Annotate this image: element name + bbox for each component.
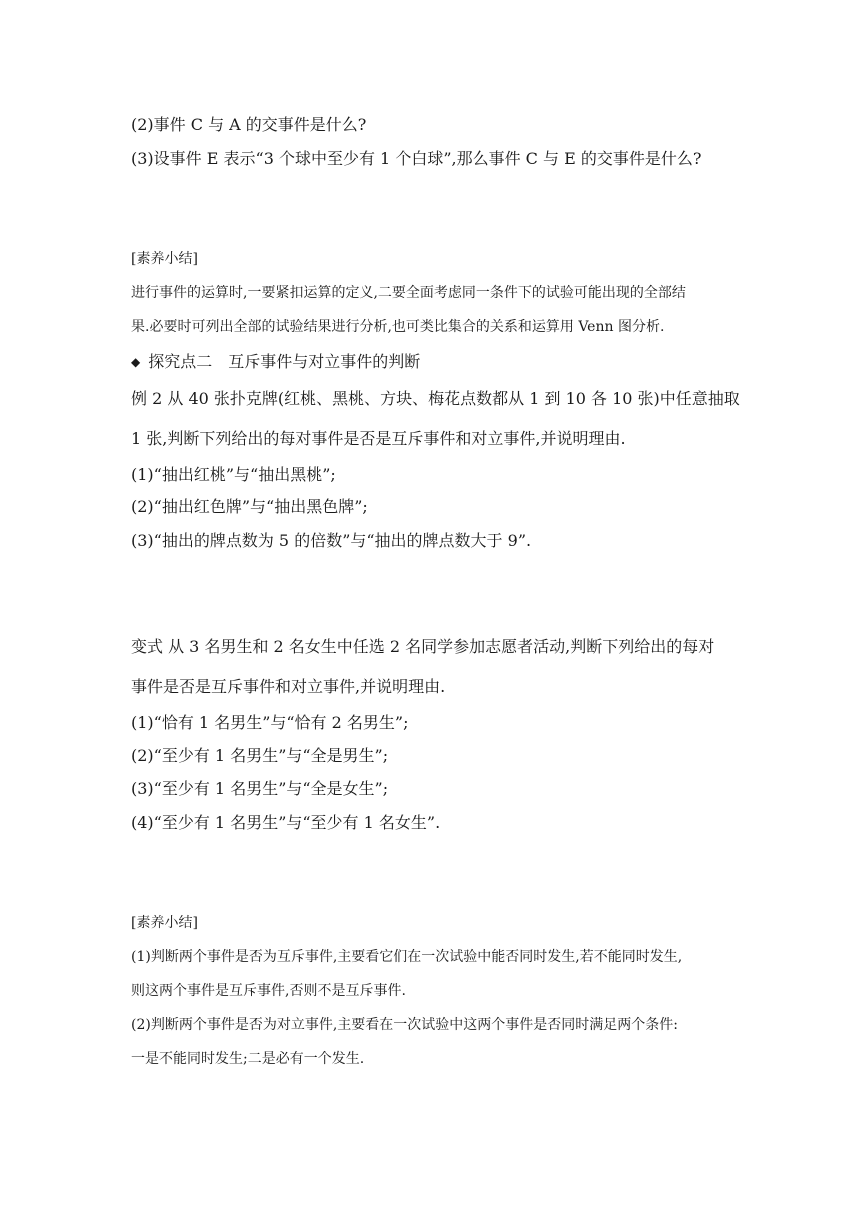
variant-line-1: 变式 从 3 名男生和 2 名女生中任选 2 名同学参加志愿者活动,判断下列给出的每对	[131, 637, 715, 656]
summary-2-line-1: (1)判断两个事件是否为互斥事件,主要看它们在一次试验中能否同时发生,若不能同时发生,	[131, 949, 683, 965]
question-3: (3)设事件 E 表示“3 个球中至少有 1 个白球”,那么事件 C 与 E 的交事件是什么?	[131, 149, 702, 168]
summary-2-line-2: 则这两个事件是互斥事件,否则不是互斥事件.	[131, 983, 406, 999]
example-2-line-2: 1 张,判断下列给出的每对事件是否是互斥事件和对立事件,并说明理由.	[131, 429, 626, 448]
variant-item-1: (1)“恰有 1 名男生”与“恰有 2 名男生”;	[131, 713, 409, 732]
variant-item-3: (3)“至少有 1 名男生”与“全是女生”;	[131, 779, 389, 798]
summary-heading-2: [素养小结]	[131, 915, 198, 931]
summary-1-line-1: 进行事件的运算时,一要紧扣运算的定义,二要全面考虑同一条件下的试验可能出现的全部结	[131, 285, 686, 301]
section-heading	[131, 349, 420, 372]
diamond-bullet-icon: ◆	[131, 355, 141, 369]
variant-item-4: (4)“至少有 1 名男生”与“至少有 1 名女生”.	[131, 813, 441, 832]
question-2: (2)事件 C 与 A 的交事件是什么?	[131, 115, 367, 134]
example-2-line-1: 例 2 从 40 张扑克牌(红桃、黑桃、方块、梅花点数都从 1 到 10 各 10 张)中任意抽取	[131, 389, 740, 408]
summary-2-line-4: 一是不能同时发生;二是必有一个发生.	[131, 1051, 365, 1067]
example-2-item-1: (1)“抽出红桃”与“抽出黑桃”;	[131, 465, 336, 484]
example-2-item-3: (3)“抽出的牌点数为 5 的倍数”与“抽出的牌点数大于 9”.	[131, 531, 532, 550]
variant-item-2: (2)“至少有 1 名男生”与“全是男生”;	[131, 746, 389, 765]
summary-2-line-3: (2)判断两个事件是否为对立事件,主要看在一次试验中这两个事件是否同时满足两个条件:	[131, 1017, 678, 1033]
summary-heading-1: [素养小结]	[131, 251, 198, 267]
summary-1-line-2: 果.必要时可列出全部的试验结果进行分析,也可类比集合的关系和运算用 Venn 图分析.	[131, 319, 665, 335]
variant-line-2: 事件是否是互斥事件和对立事件,并说明理由.	[131, 677, 446, 696]
example-2-item-2: (2)“抽出红色牌”与“抽出黑色牌”;	[131, 497, 368, 516]
section-title: 探究点二 互斥事件与对立事件的判断	[148, 352, 421, 371]
